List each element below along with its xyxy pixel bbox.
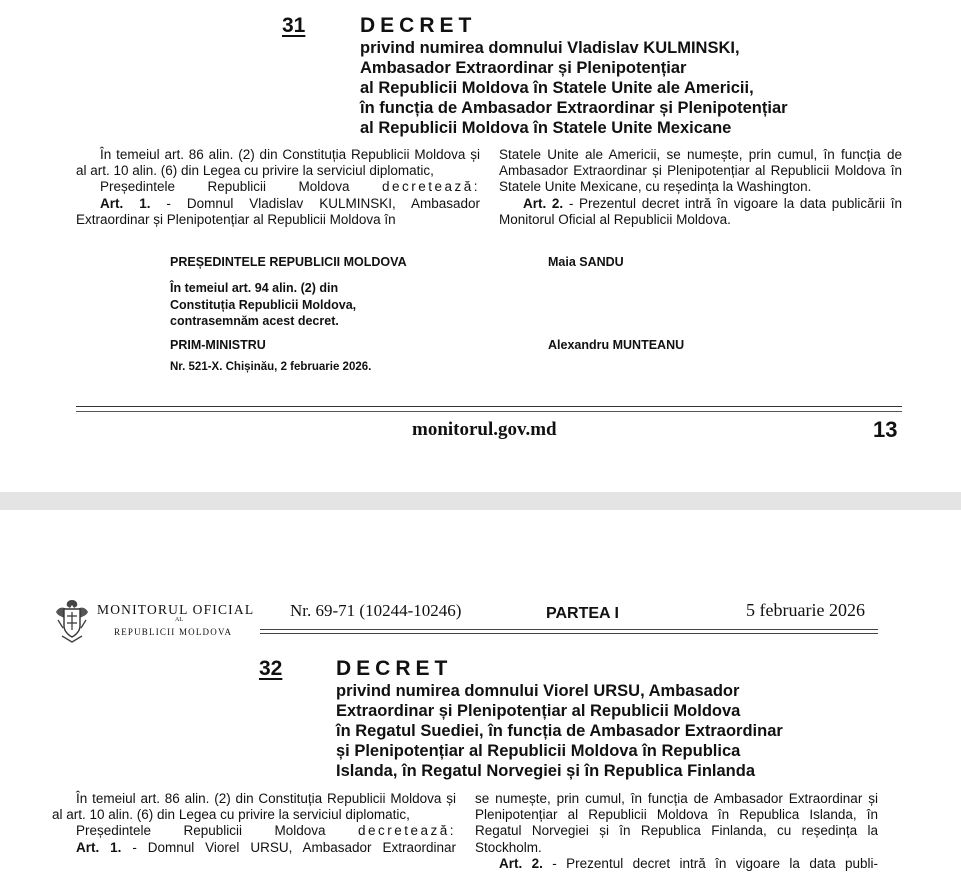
section-title: PARTEA I (546, 605, 619, 622)
subtitle-line: al Republicii Moldova în Statele Unite Mexicane (360, 119, 732, 137)
decree-31-title: DECRET (360, 14, 477, 37)
subtitle-line: Ambasador Extraordinar și Plenipotențiar (360, 59, 687, 77)
countersignature-note (170, 280, 356, 330)
decree-32-number: 32 (259, 657, 283, 680)
subtitle-line: privind numirea domnului Viorel URSU, Ambasador (336, 682, 740, 700)
article-2-text: - Prezentul decret intră în vigoare la data publicării în Monitorul Oficial al Republicii Moldova. (499, 195, 903, 227)
decree-reference: Nr. 521-X. Chișinău, 2 februarie 2026. (170, 361, 372, 373)
prime-minister-title: PRIM-MINISTRU (170, 338, 266, 352)
masthead-al: AL (175, 617, 183, 623)
formula-verb: decretează: (357, 823, 456, 839)
footer-rule (76, 406, 902, 407)
decree-formula (76, 179, 480, 195)
preamble: În temeiul art. 86 alin. (2) din Constituția Republicii Moldova și al art. 10 alin. (6) din Legea cu privire la serviciul diplomatic, (76, 147, 480, 179)
issue-number: Nr. 69-71 (10244-10246) (290, 601, 462, 620)
header-rule-thin (260, 633, 878, 634)
masthead-subtitle: REPUBLICII MOLDOVA (114, 627, 233, 637)
header-rule (260, 629, 878, 630)
article-1-label: Art. 1. (100, 195, 151, 211)
footer-website: monitorul.gov.md (412, 419, 557, 440)
formula-prefix: Președintele Republicii Moldova (100, 179, 382, 195)
formula-verb: decretează: (381, 179, 480, 195)
article-1 (52, 840, 456, 856)
decree-31-left-column (76, 147, 480, 228)
article-2 (499, 196, 902, 228)
formula-prefix: Președintele Republicii Moldova (76, 823, 358, 839)
president-name: Maia SANDU (548, 255, 624, 269)
countersign-line: Constituția Republicii Moldova, (170, 297, 357, 312)
decree-32-subtitle (336, 681, 783, 781)
subtitle-line: al Republicii Moldova în Statele Unite ale Americii, (360, 79, 754, 97)
decree-32-title: DECRET (336, 657, 453, 680)
decree-32-right-column (475, 791, 878, 872)
preamble: În temeiul art. 86 alin. (2) din Constituția Republicii Moldova și al art. 10 alin. (6) din Legea cu privire la serviciul diplomatic, (52, 791, 456, 823)
decree-32-left-column (52, 791, 456, 856)
coat-of-arms-icon (52, 596, 92, 646)
countersign-line: În temeiul art. 94 alin. (2) din (170, 281, 339, 295)
article-1 (76, 196, 480, 228)
article-2-label: Art. 2. (499, 855, 543, 871)
article-1-continued: se numește, prin cumul, în funcția de Ambasador Extraordinar și Plenipotențiar al Republicii Moldova în Republica Islanda, în Regatul Norvegiei și în Republica Finlanda, cu reședința la Stockholm. (475, 791, 878, 855)
page-separator (0, 492, 961, 510)
issue-date: 5 februarie 2026 (746, 600, 865, 620)
article-1-label: Art. 1. (76, 839, 122, 855)
article-1-text: - Domnul Viorel URSU, Ambasador Extraordinar (121, 839, 456, 855)
decree-31-subtitle (360, 38, 788, 138)
subtitle-line: și Plenipotențiar al Republicii Moldova în Republica (336, 742, 741, 760)
president-title: PREȘEDINTELE REPUBLICII MOLDOVA (170, 255, 407, 269)
decree-31-number: 31 (282, 14, 306, 37)
article-1-text: - Domnul Vladislav KULMINSKI, Ambasador Extraordinar și Plenipotențiar al Republicii Moldova în (76, 195, 480, 227)
article-1-continued: Statele Unite ale Americii, se numește, prin cumul, în funcția de Ambasador Extraordinar și Plenipotențiar al Republicii Moldova în Statele Unite Mexicane, cu reședința la Washington. (499, 147, 902, 195)
subtitle-line: Islanda, în Regatul Norvegiei și în Republica Finlanda (336, 762, 756, 780)
countersign-line: contrasemnăm acest decret. (170, 314, 339, 328)
subtitle-line: Extraordinar și Plenipotențiar al Republicii Moldova (336, 702, 741, 720)
prime-minister-name: Alexandru MUNTEANU (548, 338, 685, 352)
subtitle-line: în Regatul Suediei, în funcția de Ambasador Extraordinar (336, 722, 783, 740)
decree-31-right-column (499, 147, 902, 228)
footer-rule-thin (76, 411, 902, 412)
article-2 (475, 856, 878, 872)
decree-formula (52, 823, 456, 839)
subtitle-line: în funcția de Ambasador Extraordinar și Plenipotențiar (360, 99, 788, 117)
subtitle-line: privind numirea domnului Vladislav KULMINSKI, (360, 39, 740, 57)
masthead-title: MONITORUL OFICIAL (97, 602, 255, 617)
page-number: 13 (873, 417, 898, 442)
article-2-label: Art. 2. (523, 195, 564, 211)
article-2-text: - Prezentul decret intră în vigoare la data publi- (542, 855, 879, 871)
